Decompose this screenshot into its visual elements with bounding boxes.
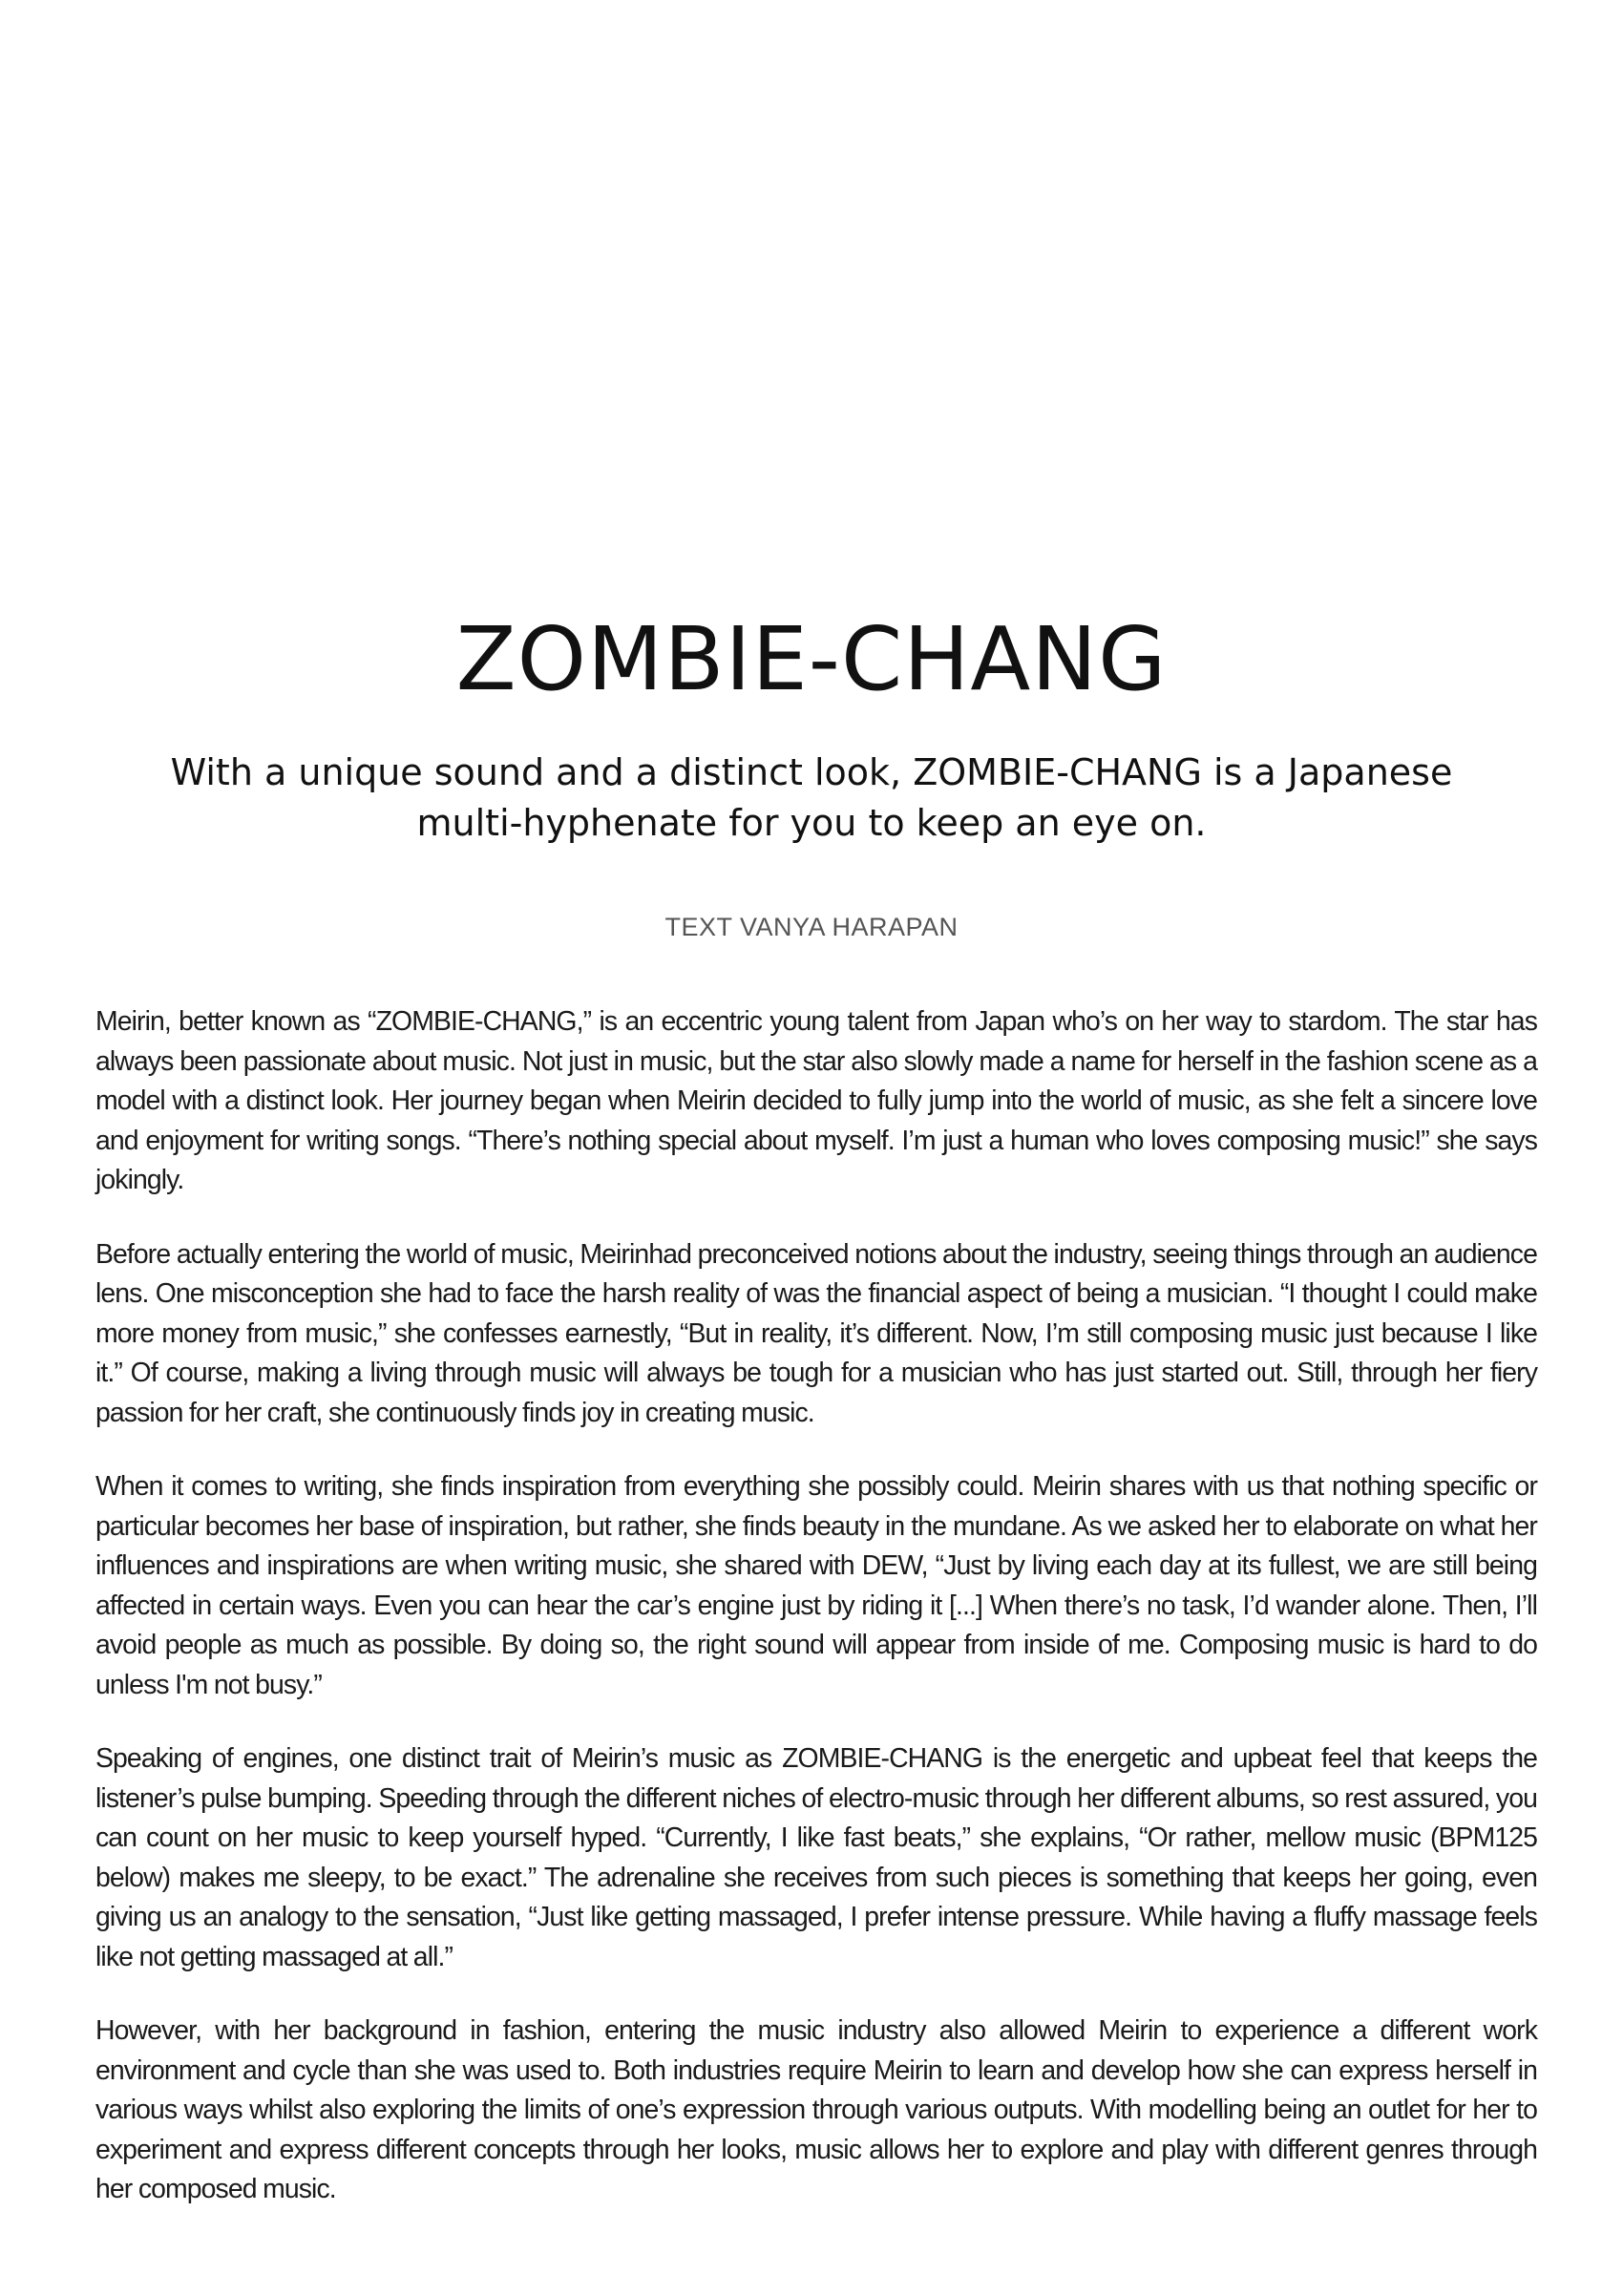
body-paragraph: However, with her background in fashion, entering the music industry also allowed Meirin to experience a different work environment and cycle than she was used to. Both industries require Meirin to learn and develop how she can express herself in various ways whilst also exploring the limits of one’s expression through various outputs. With modelling being an outlet for her to experiment and express different concepts through her looks, music allows her to explore and play with different genres through her composed music.: [95, 2015, 1537, 2204]
body-paragraph: Speaking of engines, one distinct trait of Meirin’s music as ZOMBIE-CHANG is the energetic and upbeat feel that keeps the listener’s pulse bumping. Speeding through the different niches of electro-music through her different albums, so rest assured, you can count on her music to keep yourself hyped. “Currently, I like fast beats,” she explains, “Or rather, mellow music (BPM125 below) makes me sleepy, to be exact.” The adrenaline she receives from such pieces is something that keeps her going, even giving us an analogy to the sensation, “Just like getting massaged, I prefer intense pressure. While having a fluffy massage feels like not getting massaged at all.”: [95, 1743, 1537, 1972]
article-title: ZOMBIE-CHANG: [455, 608, 1168, 710]
body-paragraph: When it comes to writing, she finds inspiration from everything she possibly could. Meirin shares with us that nothing specific or particular becomes her base of inspiration, but rather, she finds beauty in the mundane. As we asked her to elaborate on what her influences and inspirations are when writing music, she shared with DEW, “Just by living each day at its fullest, we are still being affected in certain ways. Even you can hear the car’s engine just by riding it [...] When there’s no task, I’d wander alone. Then, I’ll avoid people as much as possible. By doing so, the right sound will appear from inside of me. Composing music is hard to do unless I'm not busy.”: [95, 1471, 1537, 1700]
article-body: [95, 1002, 1537, 2244]
body-paragraph: Meirin, better known as “ZOMBIE-CHANG,” is an eccentric young talent from Japan who’s on her way to stardom. The star has always been passionate about music. Not just in music, but the star also slowly made a name for herself in the fashion scene as a model with a distinct look. Her journey began when Meirin decided to fully jump into the world of music, as she felt a sincere love and enjoyment for writing songs. “There’s nothing special about myself. I’m just a human who loves composing music!” she says jokingly.: [95, 1006, 1537, 1195]
body-paragraph: Before actually entering the world of music, Meirinhad preconceived notions about the industry, seeing things through an audience lens. One misconception she had to face the harsh reality of was the financial aspect of being a musician. “I thought I could make more money from music,” she confesses earnestly, “But in reality, it’s different. Now, I’m still composing music just because I like it.” Of course, making a living through music will always be tough for a musician who has just started out. Still, through her fiery passion for her craft, she continuously finds joy in creating music.: [95, 1238, 1537, 1428]
article-subtitle: With a unique sound and a distinct look, ZOMBIE-CHANG is a Japanese multi-hyphenate for you to keep an eye on.: [170, 751, 1453, 845]
article-byline: TEXT VANYA HARAPAN: [664, 913, 959, 941]
